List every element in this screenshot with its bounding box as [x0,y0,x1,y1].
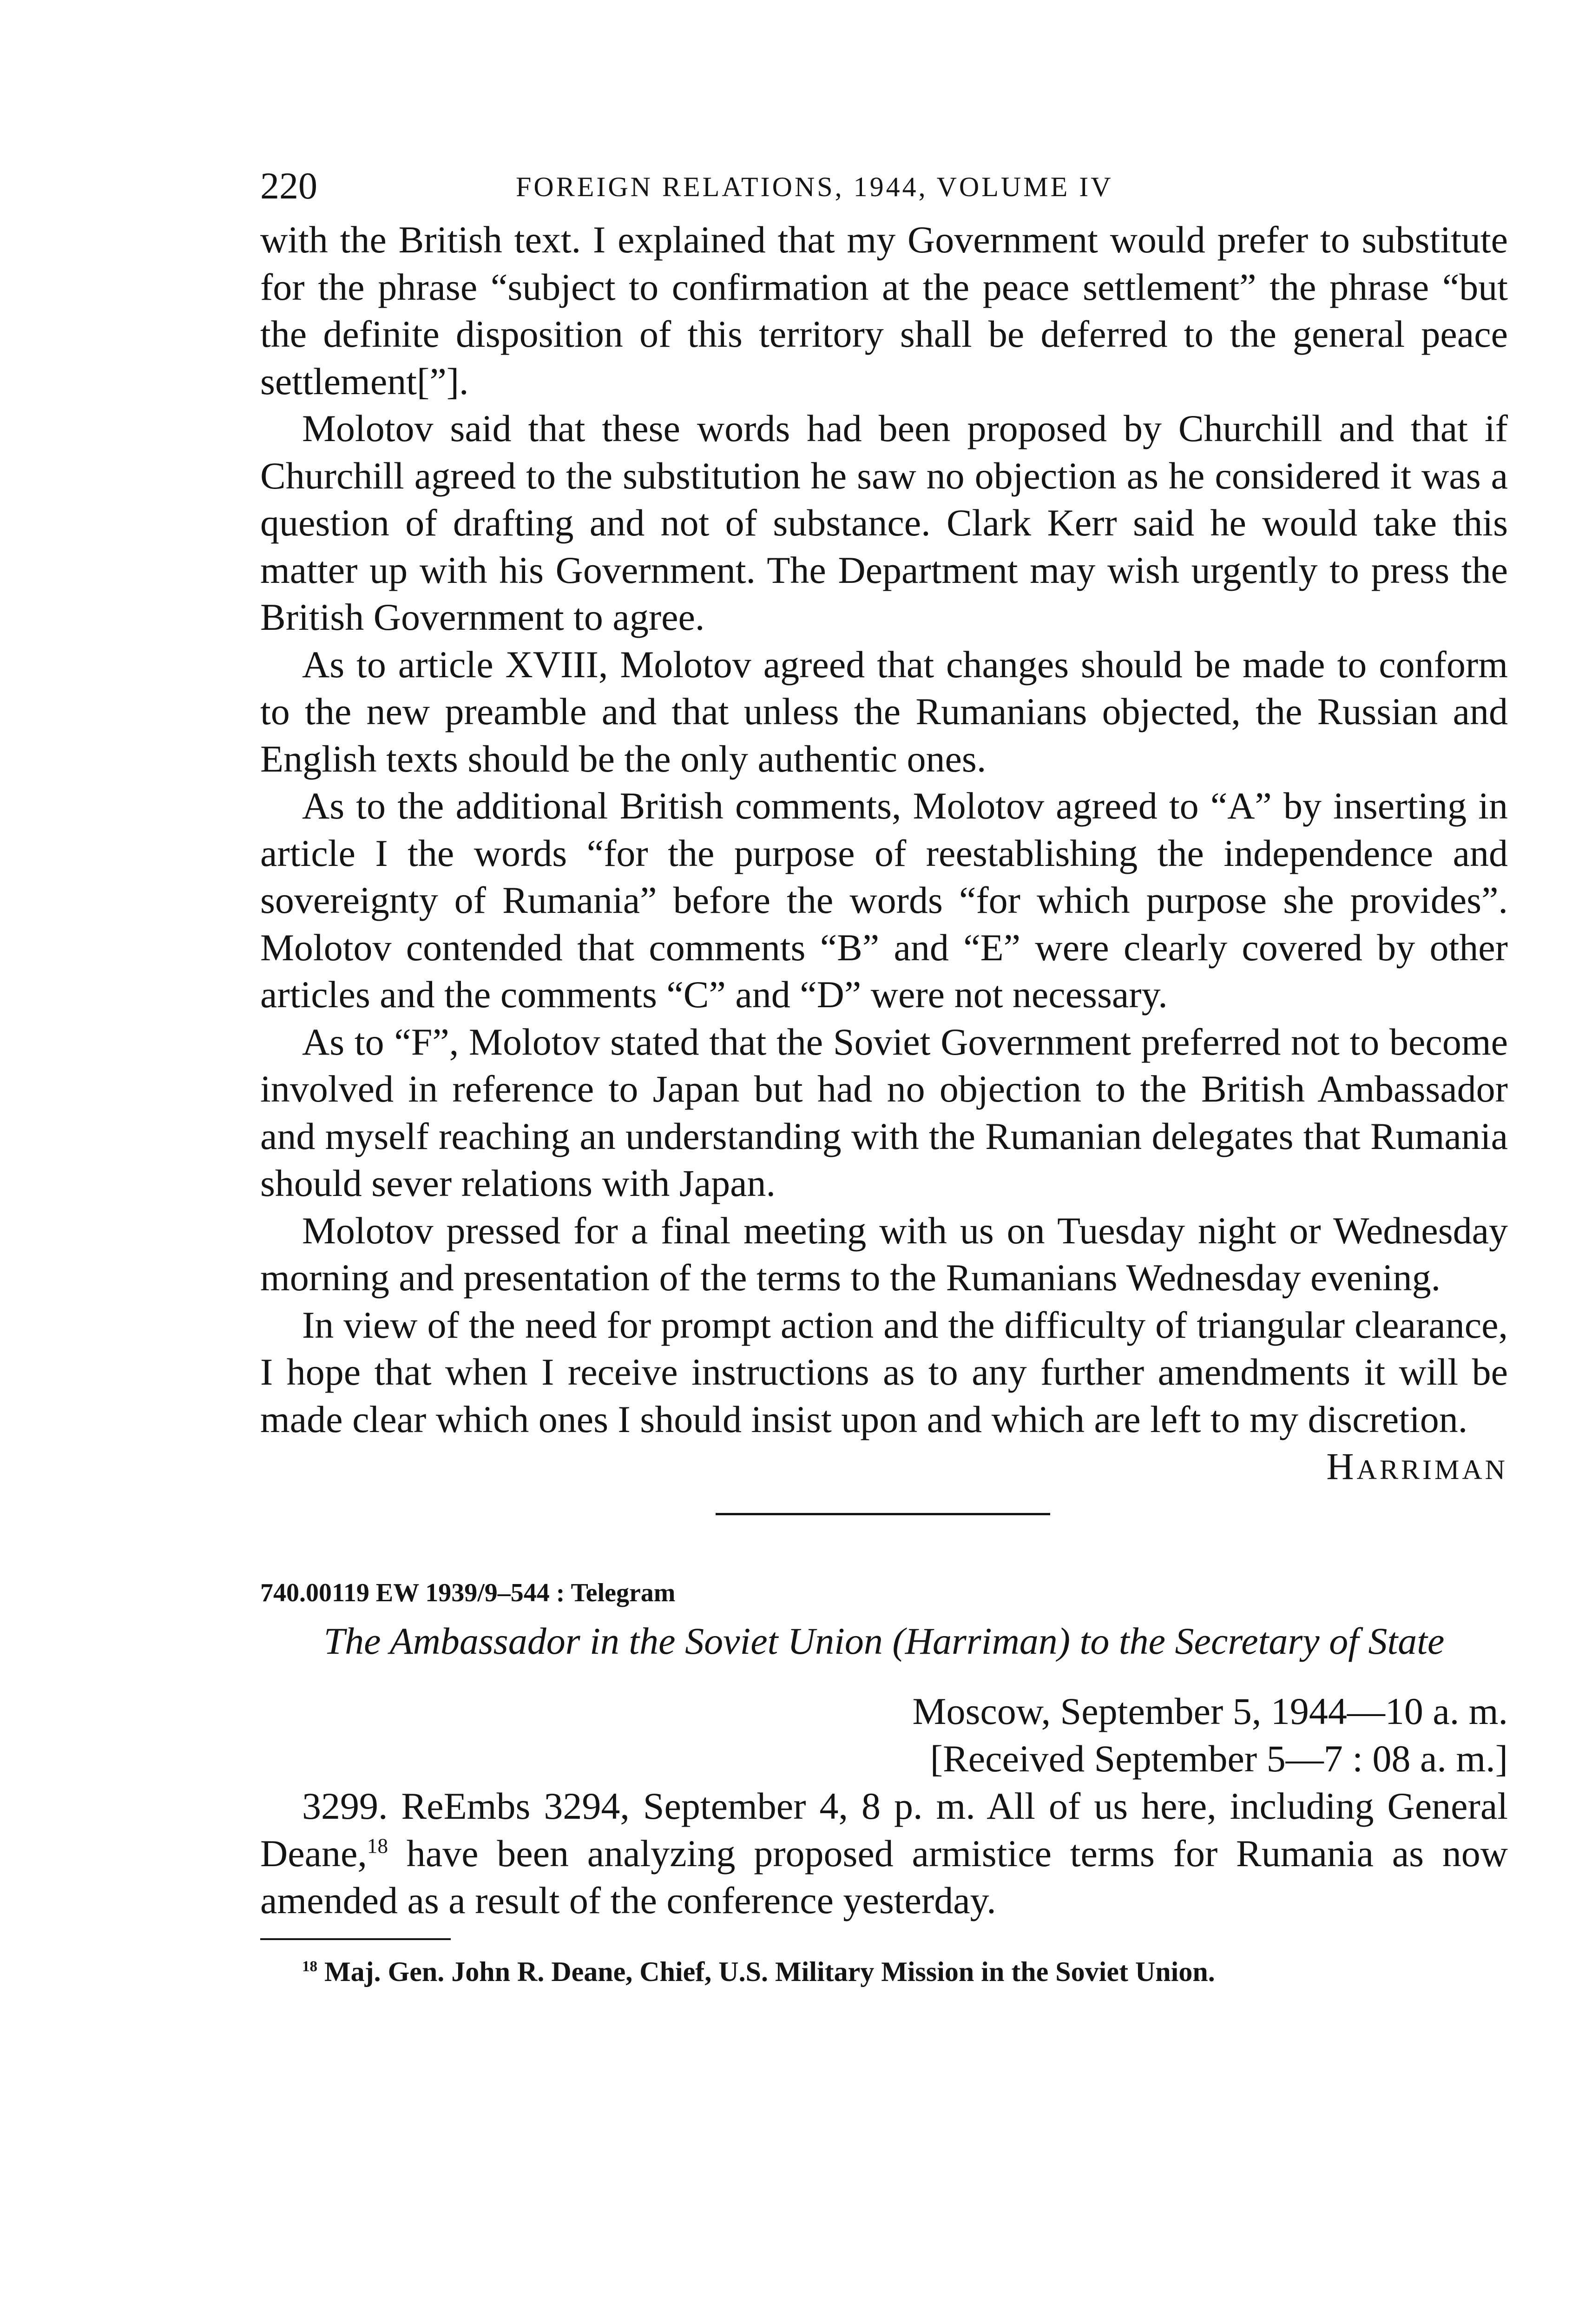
document-title: The Ambassador in the Soviet Union (Harriman) to the Secretary of State [323,1620,1445,1662]
running-head: FOREIGN RELATIONS, 1944, VOLUME IV [516,172,1113,202]
telegram-body-end: have been analyzing proposed armistice terms for Rumania as now amended as a result of the conference yesterday. [260,1832,1508,1921]
file-reference-number: 740.00119 EW 1939/9–544 : [260,1578,565,1607]
footnote-reference: 18 [367,1834,388,1858]
section-divider [716,1513,1050,1515]
file-reference [260,1572,1508,1614]
page-header [260,165,1508,216]
received-line: [Received September 5—7 : 08 a. m.] [930,1737,1508,1780]
file-reference-type: Telegram [571,1578,676,1607]
dateline: Moscow, September 5, 1944—10 a. m. [912,1690,1508,1732]
footnote-text: Maj. Gen. John R. Deane, Chief, U.S. Military Mission in the Soviet Union. [317,1956,1215,1987]
footnote-divider [260,1938,451,1940]
paragraph-comment-f: As to “F”, Molotov stated that the Soviet Government preferred not to become involved in reference to Japan but had no objection to the British Ambassador and myself reaching an understanding with the Rumanian delegates that Rumania should sever relations with Japan. [260,1020,1508,1204]
paragraph-final-meeting: Molotov pressed for a final meeting with us on Tuesday night or Wednesday morning and presentation of the terms to the Rumanians Wednesday evening. [260,1209,1508,1299]
telegram-body-start: 3299. ReEmbs 3294, September 4, 8 p. m. All of us here, including General Deane, [260,1785,1508,1875]
footnote-mark: 18 [302,1958,317,1975]
paragraph-molotov-substitution: Molotov said that these words had been proposed by Churchill and that if Churchill agreed to the substitution he saw no objection as he considered it was a question of drafting and not of substance. Clark Kerr said he would take this matter up with his Government. The Department may wish urgently to press the British Government to agree. [260,407,1508,638]
signature-rest: ARRIMAN [1356,1454,1508,1485]
paragraph-instructions: In view of the need for prompt action and the difficulty of triangular clearance, I hope that when I receive instructions as to any further amendments it will be made clear which ones I should insist upon and which are left to my discretion. [260,1303,1508,1440]
paragraph-continuation: with the British text. I explained that my Government would prefer to substitute for the phrase “subject to confirmation at the peace settlement” the phrase “but the definite disposition of this territory shall be deferred to the general peace settlement[”]. [260,218,1508,403]
page-number: 220 [260,165,317,207]
footnote [260,1953,1508,1990]
signature-initial: H [1326,1445,1357,1487]
paragraph-british-comments: As to the additional British comments, Molotov agreed to “A” by inserting in article I the words “for the purpose of reestablishing the independence and sovereignty of Rumania” before the words “for which purpose she provides”. Molotov contended that comments “B” and “E” were clearly covered by other articles and the comments “C” and “D” were not necessary. [260,785,1508,1016]
document-page [260,165,1508,1990]
signature [260,1443,1508,1490]
paragraph-article-xviii: As to article XVIII, Molotov agreed that changes should be made to conform to the new preamble and that unless the Rumanians objected, the Russian and English texts should be the only authentic ones. [260,643,1508,780]
paragraph-telegram-body [260,1783,1508,1924]
